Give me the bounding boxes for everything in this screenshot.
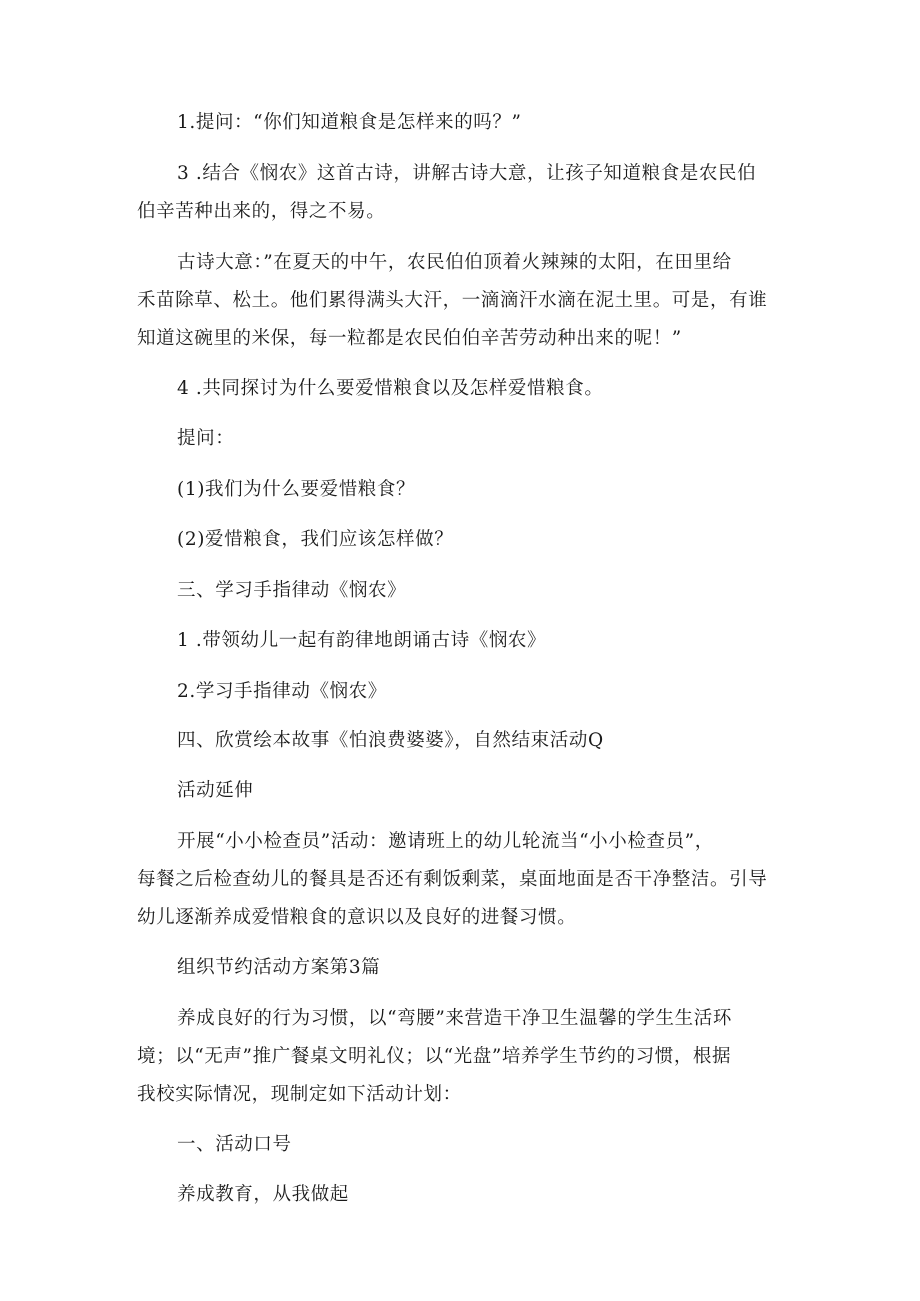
text-line: 古诗大意：”在夏天的中午，农民伯伯顶着火辣辣的太阳，在田里给: [177, 252, 732, 273]
text-line: 三、学习手指律动《悯农》: [177, 580, 407, 601]
step-4-paragraph: [137, 370, 797, 408]
text-line: 1 .带领幼儿一起有韵律地朗诵古诗《悯农》: [177, 630, 547, 651]
text-line: 伯辛苦种出来的，得之不易。: [137, 201, 386, 222]
ask-item-2: [137, 521, 797, 559]
text-line: 1.提问：“你们知道粮食是怎样来的吗？”: [177, 112, 522, 133]
text-line: 知道这碗里的米保，每一粒都是农民伯伯辛苦劳动种出来的呢！”: [137, 328, 682, 349]
text-line: (2)爱惜粮食，我们应该怎样做？: [177, 529, 454, 550]
section-4-heading: [137, 722, 797, 760]
text-line: 一、活动口号: [177, 1134, 292, 1155]
activity-extension-paragraph: [137, 823, 797, 937]
section-3-heading: [137, 572, 797, 610]
text-line: 提问：: [177, 428, 235, 449]
section-3-item-2: [137, 673, 797, 711]
slogan-heading: [137, 1126, 797, 1164]
text-line: 禾苗除草、松土。他们累得满头大汗，一滴滴汗水滴在泥土里。可是，有谁: [137, 290, 768, 311]
ask-label: [137, 420, 797, 458]
text-line: 3 .结合《悯农》这首古诗，讲解古诗大意，让孩子知道粮食是农民伯: [177, 163, 757, 184]
text-line: 活动延伸: [177, 780, 254, 801]
text-line: 我校实际情况，现制定如下活动计划：: [137, 1084, 462, 1105]
activity-extension-heading: [137, 772, 797, 810]
slogan-text: [137, 1176, 797, 1214]
question-1: [137, 104, 797, 142]
section-3-item-1: [137, 622, 797, 660]
poem-meaning-paragraph: [137, 244, 797, 358]
ask-item-1: [137, 471, 797, 509]
plan-3-intro-paragraph: [137, 1000, 797, 1114]
text-line: 境；以“无声”推广餐桌文明礼仪；以“光盘”培养学生节约的习惯，根据: [137, 1046, 732, 1067]
text-line: 组织节约活动方案第3篇: [177, 957, 381, 978]
step-3-paragraph: [137, 155, 797, 231]
text-line: 2.学习手指律动《悯农》: [177, 681, 387, 702]
text-line: (1)我们为什么要爱惜粮食？: [177, 479, 416, 500]
text-line: 养成教育，从我做起: [177, 1184, 349, 1205]
plan-3-title: [137, 949, 797, 987]
text-line: 四、欣赏绘本故事《怕浪费婆婆》，自然结束活动Q: [177, 730, 604, 751]
text-line: 幼儿逐渐养成爱惜粮食的意识以及良好的进餐习惯。: [137, 907, 577, 928]
text-line: 每餐之后检查幼儿的餐具是否还有剩饭剩菜，桌面地面是否干净整洁。引导: [137, 869, 768, 890]
text-line: 开展“小小检查员”活动：邀请班上的幼儿轮流当“小小检查员”，: [177, 831, 714, 852]
text-line: 养成良好的行为习惯，以“弯腰”来营造干净卫生温馨的学生生活环: [177, 1008, 732, 1029]
text-line: 4 .共同探讨为什么要爱惜粮食以及怎样爱惜粮食。: [177, 378, 604, 399]
